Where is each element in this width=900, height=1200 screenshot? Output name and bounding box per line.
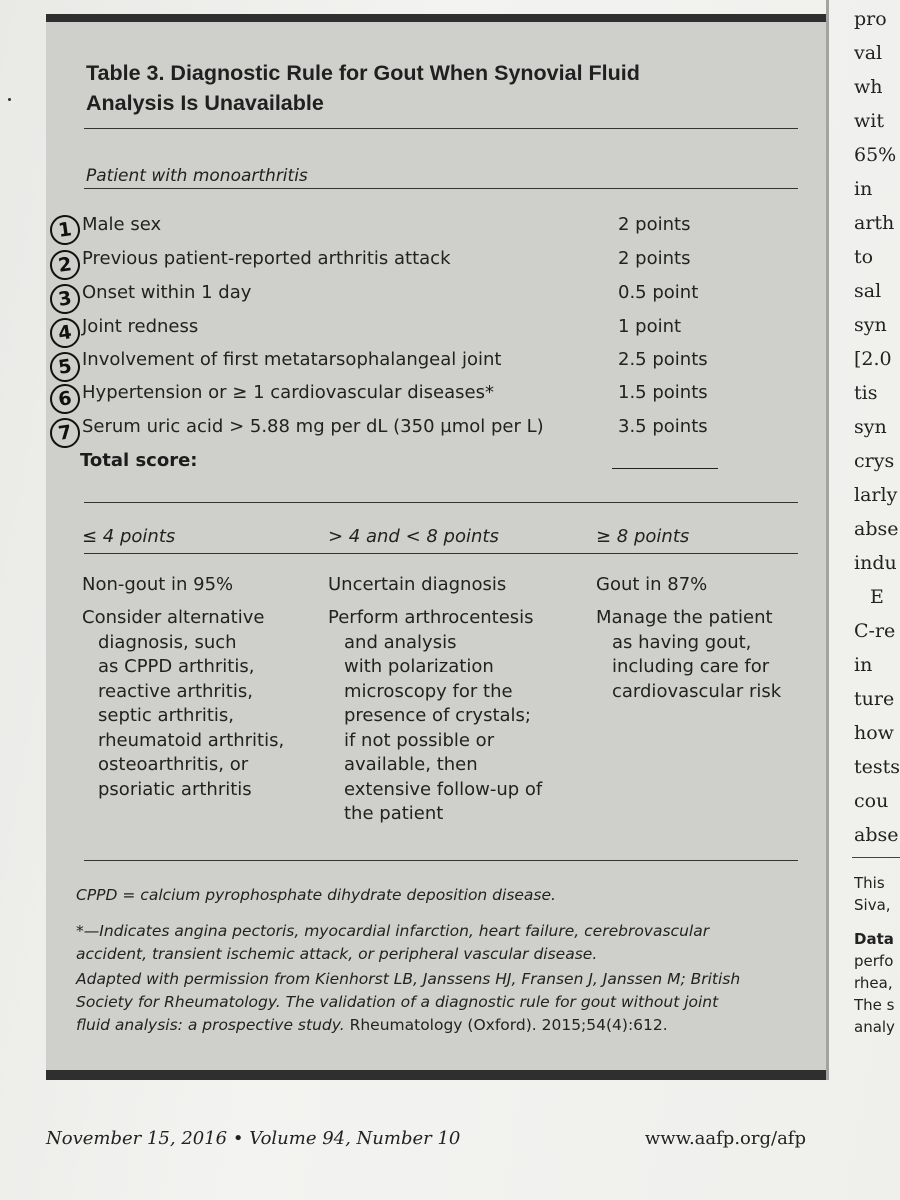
- advice-column: [328, 606, 542, 827]
- advice-line: diagnosis, such: [98, 631, 237, 653]
- issue-date: November 15, 2016: [46, 1128, 228, 1149]
- advice-line: microscopy for the: [344, 680, 513, 702]
- citation-line: Adapted with permission from Kienhorst LB, Janssens HJ, Fransen J, Janssen M; British: [76, 970, 741, 988]
- divider: [84, 188, 798, 189]
- side-word: in: [854, 178, 873, 200]
- criterion-label: Previous patient-reported arthritis attack: [82, 248, 451, 269]
- citation-text: fluid analysis: a prospective study.: [76, 1016, 345, 1034]
- side-word: indu: [854, 552, 897, 574]
- side-word: syn: [854, 314, 887, 336]
- citation-line: [76, 1014, 806, 1037]
- advice-line: septic arthritis,: [98, 705, 235, 726]
- advice-line: rheumatoid arthritis,: [98, 729, 285, 751]
- criterion-points: 2.5 points: [618, 349, 708, 370]
- side-word: tests: [854, 756, 900, 778]
- criterion-points: 2 points: [618, 248, 691, 269]
- subheading: Patient with monoarthritis: [86, 166, 308, 186]
- advice-line: the patient: [344, 803, 444, 824]
- side-word: arth: [854, 212, 895, 234]
- criterion-label: Male sex: [82, 214, 162, 235]
- side-word: sal: [854, 280, 882, 302]
- advice-line: presence of crystals;: [344, 705, 531, 726]
- source-citation: [76, 968, 806, 1037]
- handwritten-number: 1: [48, 213, 82, 247]
- title-line-1: Table 3. Diagnostic Rule for Gout When Synovial Fluid: [86, 61, 640, 85]
- advice-line: available, then: [344, 754, 478, 775]
- divider: [84, 553, 798, 554]
- footer-separator: •: [232, 1128, 244, 1149]
- criterion-points: 0.5 point: [618, 282, 699, 303]
- handwritten-number: 2: [48, 248, 82, 282]
- side-word: wit: [854, 110, 884, 132]
- side-small-text: [854, 872, 900, 1038]
- footnote-line: *—Indicates angina pectoris, myocardial infarction, heart failure, cerebrovascular: [76, 922, 710, 940]
- divider: [84, 860, 798, 861]
- diagnostic-table: [46, 14, 826, 1080]
- advice-line: if not possible or: [344, 729, 495, 751]
- page-footer: [46, 1128, 806, 1149]
- score-range: > 4 and < 8 points: [328, 526, 499, 547]
- side-word: tis: [854, 382, 878, 404]
- side-word: 65%: [854, 144, 897, 166]
- handwritten-number: 6: [48, 382, 82, 416]
- side-word: Data: [854, 930, 894, 948]
- side-word: [854, 916, 900, 928]
- criterion-label: Serum uric acid > 5.88 mg per dL (350 µmol per L): [82, 416, 544, 437]
- side-word: crys: [854, 450, 895, 472]
- side-word: rhea,: [854, 974, 893, 992]
- footnote-cppd: CPPD = calcium pyrophosphate dihydrate deposition disease.: [76, 886, 556, 904]
- table-title: [86, 58, 806, 118]
- footnote-line: accident, transient ischemic attack, or peripheral vascular disease.: [76, 945, 598, 963]
- outcome-text: Gout in 87%: [596, 574, 708, 595]
- side-word: E: [870, 586, 884, 608]
- advice-line: with polarization: [344, 656, 494, 677]
- advice-line: as CPPD arthritis,: [98, 656, 255, 677]
- criterion-label: Involvement of first metatarsophalangeal joint: [82, 349, 502, 370]
- side-word: how: [854, 722, 894, 744]
- side-word: This: [854, 874, 885, 892]
- score-range: ≤ 4 points: [82, 526, 176, 547]
- advice-column: [596, 606, 781, 704]
- divider: [84, 128, 798, 129]
- criterion-points: 2 points: [618, 214, 691, 235]
- advice-line: reactive arthritis,: [98, 680, 253, 702]
- side-word: C-re: [854, 620, 896, 642]
- side-word: The s: [854, 996, 895, 1014]
- side-word: val: [854, 42, 883, 64]
- side-word: pro: [854, 8, 887, 30]
- score-range: ≥ 8 points: [596, 526, 690, 547]
- advice-line: as having gout,: [612, 631, 752, 653]
- advice-line: Manage the patient: [596, 607, 773, 628]
- outcome-text: Uncertain diagnosis: [328, 574, 507, 595]
- side-word: ture: [854, 688, 895, 710]
- criterion-label: Hypertension or ≥ 1 cardiovascular diseases*: [82, 382, 494, 403]
- criterion-points: 1.5 points: [618, 382, 708, 403]
- advice-line: osteoarthritis, or: [98, 754, 249, 775]
- side-word: Siva,: [854, 896, 891, 914]
- criterion-points: 1 point: [618, 316, 682, 337]
- journal-url: www.aafp.org/afp: [644, 1128, 806, 1149]
- citation-journal: Rheumatology (Oxford). 2015;54(4):612.: [344, 1016, 668, 1034]
- title-line-2: Analysis Is Unavailable: [86, 91, 324, 115]
- criterion-label: Onset within 1 day: [82, 282, 252, 303]
- total-score-label: Total score:: [80, 450, 198, 471]
- advice-column: [82, 606, 284, 802]
- side-word: perfo: [854, 952, 894, 970]
- footnote-asterisk: [76, 920, 806, 966]
- side-word: cou: [854, 790, 889, 812]
- side-divider: [852, 857, 900, 858]
- handwritten-number: 3: [48, 282, 82, 316]
- side-word: abse: [854, 518, 899, 540]
- side-word: wh: [854, 76, 883, 98]
- total-score-blank: [612, 468, 718, 469]
- citation-line: Society for Rheumatology. The validation of a diagnostic rule for gout without joint: [76, 993, 719, 1011]
- adjacent-column-text: [854, 0, 900, 1120]
- side-word: [2.0: [854, 348, 892, 370]
- handwritten-number: 7: [48, 416, 82, 450]
- criterion-points: 3.5 points: [618, 416, 708, 437]
- gutter-shadow: [826, 0, 829, 1080]
- side-word: in: [854, 654, 873, 676]
- side-word: syn: [854, 416, 887, 438]
- divider: [84, 502, 798, 503]
- handwritten-number: 4: [48, 316, 82, 350]
- side-word: larly: [854, 484, 898, 506]
- advice-line: Consider alternative: [82, 607, 265, 628]
- advice-line: psoriatic arthritis: [98, 778, 252, 800]
- advice-line: Perform arthrocentesis: [328, 607, 534, 628]
- outcome-text: Non-gout in 95%: [82, 574, 234, 595]
- advice-line: including care for: [612, 656, 770, 677]
- issue-volume: Volume 94, Number 10: [249, 1128, 461, 1149]
- criterion-label: Joint redness: [82, 316, 199, 337]
- side-word: to: [854, 246, 874, 268]
- side-word: analy: [854, 1018, 895, 1036]
- advice-line: extensive follow-up of: [344, 778, 543, 800]
- side-word: abse: [854, 824, 899, 846]
- stray-mark: [8, 98, 11, 101]
- advice-line: cardiovascular risk: [612, 680, 782, 702]
- advice-line: and analysis: [344, 631, 457, 653]
- handwritten-number: 5: [48, 350, 82, 384]
